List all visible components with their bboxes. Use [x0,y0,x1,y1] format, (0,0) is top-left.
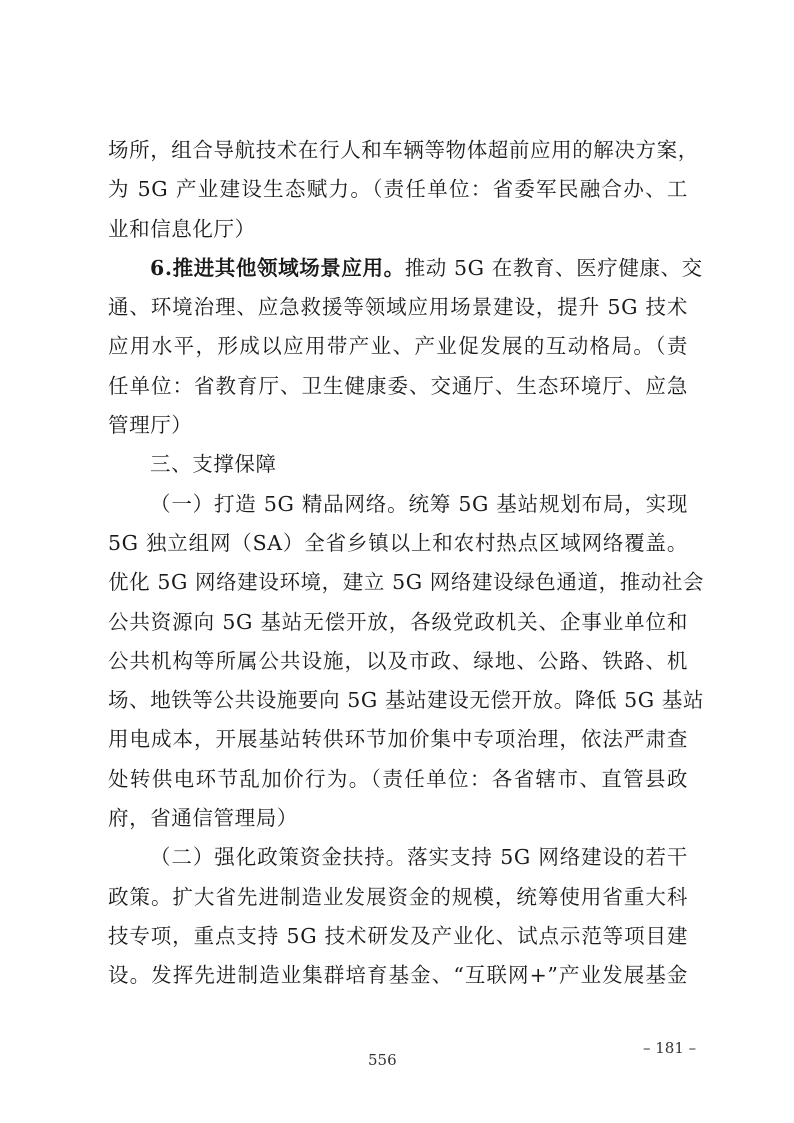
text-line: （一）打造 5G 精品网络。统筹 5G 基站规划布局，实现 [150,491,688,516]
text-line: 用电成本，开展基站转供环节加价集中专项治理，依法严肃查 [108,727,688,752]
text-line: 任单位：省教育厅、卫生健康委、交通厅、生态环境厅、应急 [108,373,688,398]
text-line: 优化 5G 网络建设环境，建立 5G 网络建设绿色通道，推动社会 [108,570,705,595]
text-line: 应用水平，形成以应用带产业、产业促发展的互动格局。（责 [108,334,688,359]
text-line: 处转供电环节乱加价行为。（责任单位：各省辖市、直管县政 [108,766,688,791]
page-number-right: – 181 – [643,1039,697,1057]
document-body [108,131,705,996]
text-line: 为 5G 产业建设生态赋力。（责任单位：省委军民融合办、工 [108,177,688,202]
text-line: 公共机构等所属公共设施，以及市政、绿地、公路、铁路、机 [108,648,688,673]
text-line: 通、环境治理、应急救援等领域应用场景建设，提升 5G 技术 [108,295,688,320]
text-line: （二）强化政策资金扶持。落实支持 5G 网络建设的若干 [150,845,688,870]
text-line: 设。发挥先进制造业集群培育基金、“互联网+”产业发展基金 [108,963,688,988]
section-heading-line [108,249,703,288]
section-title: 三、支撑保障 [150,452,277,477]
page-number-center: 556 [368,1051,397,1069]
text-line: 政策。扩大省先进制造业发展资金的规模，统筹使用省重大科 [108,884,688,909]
bold-heading: 6.推进其他领域场景应用。 [150,255,405,280]
text-line: 技专项，重点支持 5G 技术研发及产业化、试点示范等项目建 [108,923,688,948]
text-line: 业和信息化厅） [108,216,256,241]
text-line: 公共资源向 5G 基站无偿开放，各级党政机关、企事业单位和 [108,609,688,634]
text-run: 推动 5G 在教育、医疗健康、交 [404,255,703,280]
text-line: 场、地铁等公共设施要向 5G 基站建设无偿开放。降低 5G 基站 [108,688,705,713]
text-line: 5G 独立组网（SA）全省乡镇以上和农村热点区域网络覆盖。 [108,530,688,555]
text-line: 管理厅） [108,413,193,438]
text-line: 场所，组合导航技术在行人和车辆等物体超前应用的解决方案， [108,138,699,162]
text-line: 府，省通信管理局） [108,806,298,831]
